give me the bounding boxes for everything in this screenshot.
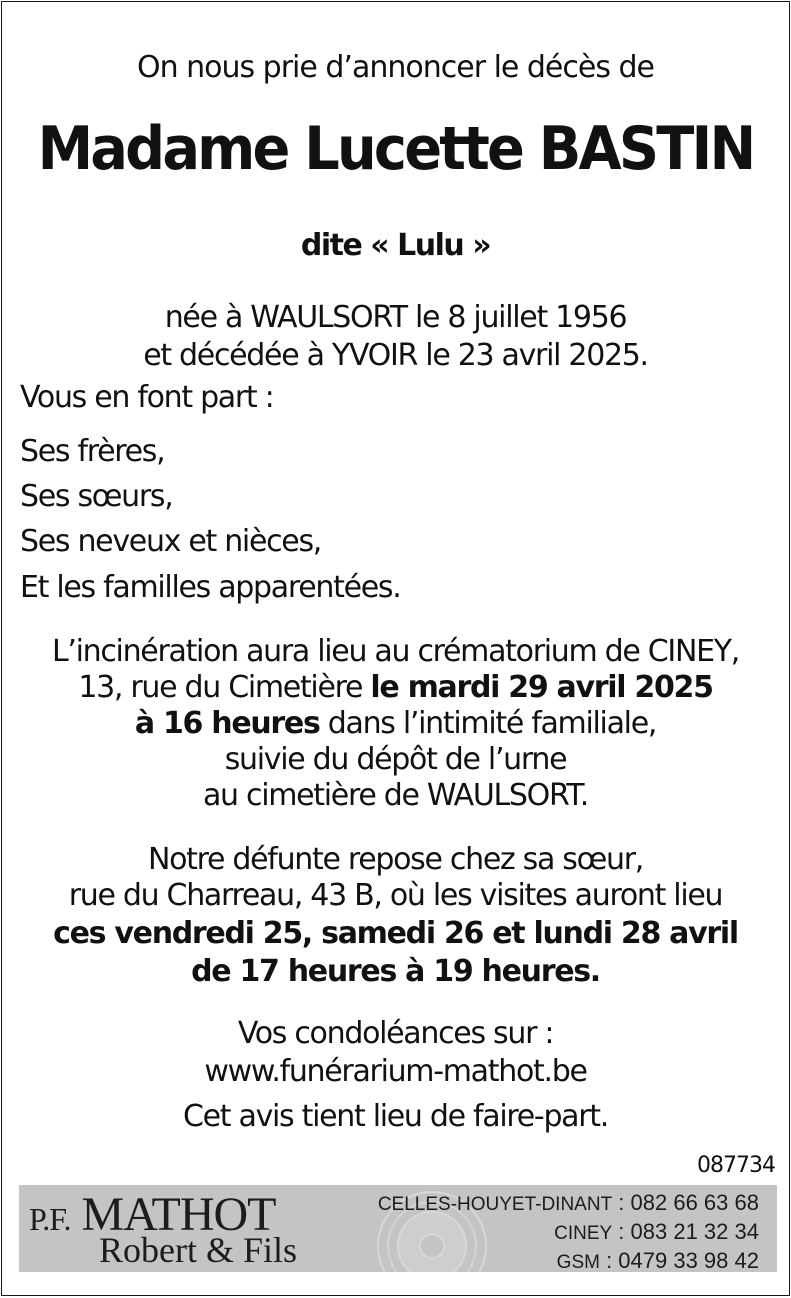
contact-row: GSM : 0479 33 98 42 xyxy=(556,1248,759,1272)
cremation-line-4: suivie du dépôt de l’urne xyxy=(224,742,567,777)
birth-line: née à WAULSORT le 8 juillet 1956 xyxy=(164,300,627,335)
cremation-date: le mardi 29 avril 2025 xyxy=(370,670,713,705)
visits-line-1: Notre défunte repose chez sa sœur, xyxy=(147,842,644,877)
nickname: dite « Lulu » xyxy=(300,228,491,263)
contact-row: CINEY : 083 21 32 34 xyxy=(554,1219,759,1244)
death-notice xyxy=(1,1,790,1296)
contact-location: CELLES-HOUYET-DINANT xyxy=(377,1194,613,1215)
brand-subtitle: Robert & Fils xyxy=(99,1230,298,1270)
announce-line: Vous en font part : xyxy=(20,380,274,415)
visits-line-2: rue du Charreau, 43 B, où les visites auront lieu xyxy=(68,878,723,913)
family-item: Ses sœurs, xyxy=(20,479,173,514)
contact-location: CINEY xyxy=(554,1223,613,1244)
closing-line: Cet avis tient lieu de faire-part. xyxy=(182,1099,609,1134)
brand-name: MATHOT xyxy=(81,1188,276,1241)
funeral-home-banner xyxy=(19,1185,777,1272)
cremation-line-3 xyxy=(2,704,789,744)
contact-list xyxy=(378,1189,759,1272)
cremation-time: à 16 heures xyxy=(134,706,320,741)
contact-phone[interactable]: 082 66 63 68 xyxy=(630,1190,759,1215)
cremation-line-5: au cimetière de WAULSORT. xyxy=(202,778,589,813)
brand-prefix: P.F. xyxy=(29,1201,71,1237)
cremation-address: 13, rue du Cimetière xyxy=(78,670,371,705)
visits-hours: de 17 heures à 19 heures. xyxy=(191,954,600,989)
contact-row: CELLES-HOUYET-DINANT : 082 66 63 68 xyxy=(377,1190,759,1215)
condolences-url[interactable]: www.funérarium-mathot.be xyxy=(204,1054,587,1089)
cremation-line-1: L’incinération aura lieu au crématorium de CINEY, xyxy=(51,634,740,669)
family-item: Et les familles apparentées. xyxy=(20,570,401,605)
family-item: Ses frères, xyxy=(20,434,165,469)
cremation-privacy: dans l’intimité familiale, xyxy=(319,706,657,741)
contact-phone[interactable]: 083 21 32 34 xyxy=(630,1219,759,1244)
intro-text: On nous prie d’annoncer le décès de xyxy=(136,50,655,85)
family-item: Ses neveux et nièces, xyxy=(20,524,322,559)
condolences-line: Vos condoléances sur : xyxy=(237,1016,554,1051)
reference-number: 087734 xyxy=(697,1153,775,1178)
contact-phone[interactable]: 0479 33 98 42 xyxy=(618,1248,759,1272)
visits-dates: ces vendredi 25, samedi 26 et lundi 28 avril xyxy=(53,916,738,951)
death-line: et décédée à YVOIR le 23 avril 2025. xyxy=(143,338,648,373)
contact-location: GSM xyxy=(556,1252,600,1272)
deceased-name: Madame Lucette BASTIN xyxy=(37,114,754,184)
cremation-line-2 xyxy=(2,668,789,708)
